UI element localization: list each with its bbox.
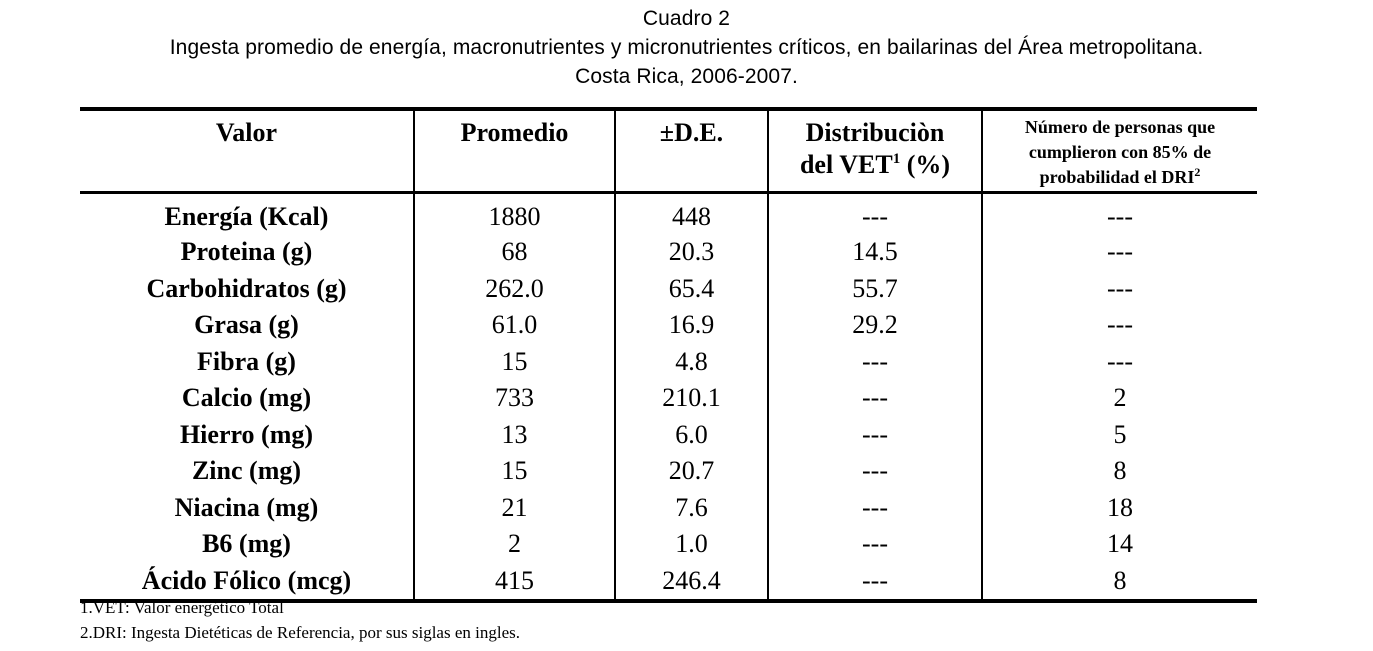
table-footnotes [80, 595, 520, 645]
cell-de: 210.1 [615, 380, 768, 417]
cell-promedio: 2 [414, 526, 615, 563]
cell-distribucion: 14.5 [768, 234, 982, 271]
table-row [80, 417, 1257, 454]
cell-distribucion: --- [768, 490, 982, 527]
cell-de: 20.7 [615, 453, 768, 490]
cell-distribucion: --- [768, 380, 982, 417]
cell-valor: Energía (Kcal) [164, 202, 329, 231]
header-distribucion-unit: (%) [900, 150, 951, 179]
cell-valor: Carbohidratos (g) [146, 273, 347, 303]
cell-promedio: 61.0 [414, 307, 615, 344]
cell-distribucion: --- [768, 453, 982, 490]
header-distribucion-line2: del VET [799, 150, 893, 179]
header-de: ±D.E. [615, 109, 768, 193]
cell-promedio: 15 [414, 344, 615, 381]
cell-numero-personas: 2 [982, 380, 1257, 417]
cell-de: 4.8 [615, 344, 768, 381]
cell-de: 448 [615, 193, 768, 235]
cell-de: 1.0 [615, 526, 768, 563]
footnote-2: 2.DRI: Ingesta Dietéticas de Referencia, por sus siglas en ingles. [80, 623, 520, 642]
cell-numero-personas: 8 [982, 453, 1257, 490]
cell-numero-personas: --- [982, 307, 1257, 344]
nutrient-intake-table [80, 107, 1257, 603]
table-caption [0, 4, 1373, 91]
cell-valor: Calcio (mg) [181, 383, 312, 413]
cell-distribucion: --- [768, 417, 982, 454]
cell-numero-personas: 5 [982, 417, 1257, 454]
cell-valor: B6 (mg) [202, 529, 291, 559]
cell-valor: Proteina (g) [180, 237, 313, 267]
cell-numero-personas: 18 [982, 490, 1257, 527]
cell-distribucion: --- [768, 526, 982, 563]
cell-promedio: 262.0 [414, 271, 615, 308]
footnote-marker-1: 1 [892, 151, 901, 167]
cell-distribucion: 29.2 [768, 307, 982, 344]
cell-numero-personas: 8 [982, 563, 1257, 602]
cell-promedio: 415 [414, 563, 615, 602]
table-row [80, 344, 1257, 381]
caption-title: Ingesta promedio de energía, macronutrientes y micronutrientes críticos, en bailarinas del Área metropolitana. [169, 36, 1204, 59]
cell-de: 7.6 [615, 490, 768, 527]
table-row [80, 453, 1257, 490]
header-numero-line1: Número de personas que [1024, 117, 1216, 137]
cell-promedio: 733 [414, 380, 615, 417]
nutrient-table-container [80, 107, 1257, 603]
cell-de: 6.0 [615, 417, 768, 454]
header-distribucion-line1: Distribuciòn [805, 118, 945, 147]
cell-valor: Fibra (g) [197, 346, 296, 376]
cell-distribucion: --- [768, 344, 982, 381]
cell-de: 65.4 [615, 271, 768, 308]
caption-place-date: Costa Rica, 2006-2007. [575, 65, 798, 88]
table-row [80, 193, 1257, 235]
cell-valor: Grasa (g) [194, 310, 299, 340]
footnote-1: 1.VET: Valor energético Total [80, 598, 284, 617]
cell-de: 246.4 [615, 563, 768, 602]
cell-distribucion: --- [768, 193, 982, 235]
cell-de: 20.3 [615, 234, 768, 271]
cell-numero-personas: 14 [982, 526, 1257, 563]
table-row [80, 307, 1257, 344]
cell-valor: Ácido Fólico (mcg) [80, 563, 414, 602]
cell-valor: Zinc (mg) [191, 456, 302, 486]
cell-numero-personas: --- [982, 271, 1257, 308]
table-row [80, 234, 1257, 271]
cell-promedio: 21 [414, 490, 615, 527]
cell-numero-personas: --- [982, 344, 1257, 381]
header-valor: Valor [215, 118, 278, 147]
cell-promedio: 13 [414, 417, 615, 454]
table-row [80, 526, 1257, 563]
table-row [80, 490, 1257, 527]
cell-numero-personas: --- [982, 193, 1257, 235]
header-numero-line2: cumplieron con 85% de [1028, 142, 1212, 162]
header-promedio: Promedio [414, 109, 615, 193]
header-distribucion [768, 109, 982, 193]
cell-numero-personas: --- [982, 234, 1257, 271]
cell-promedio: 15 [414, 453, 615, 490]
header-numero-personas [982, 109, 1257, 193]
cell-promedio: 68 [414, 234, 615, 271]
cell-promedio: 1880 [414, 193, 615, 235]
cell-valor: Hierro (mg) [179, 419, 314, 449]
cell-valor: Niacina (mg) [174, 492, 319, 522]
cell-distribucion: 55.7 [768, 271, 982, 308]
footnote-marker-2: 2 [1194, 165, 1201, 179]
table-row [80, 380, 1257, 417]
cell-de: 16.9 [615, 307, 768, 344]
cell-distribucion: --- [768, 563, 982, 602]
table-body [80, 193, 1257, 602]
header-numero-line3: probabilidad el DRI [1039, 167, 1195, 187]
table-header-row [80, 109, 1257, 193]
table-row [80, 271, 1257, 308]
caption-number: Cuadro 2 [642, 7, 731, 30]
